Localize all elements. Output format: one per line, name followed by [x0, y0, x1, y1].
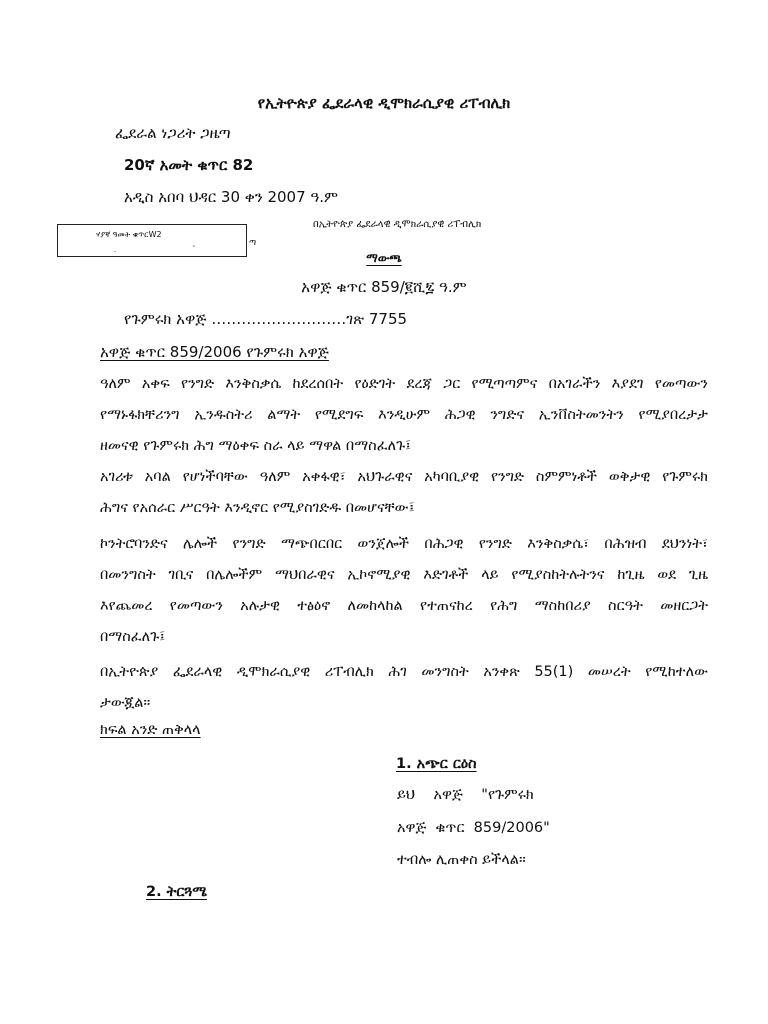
para3-line2: በመንግስት ገቢና በሌሎችም ማህበራዊና ኢኮኖሚያዊ እድገቶች ላይ የሚያስከትሉትንና ከጊዜ ወደ ጊዜ: [100, 567, 708, 583]
para1-line1: ዓለም አቀፍ የንግድ እንቅስቃሴ ከደረሰበት የዕድገት ደረጃ ጋር የሚጣጣምና በአገራችን እያደገ የመጣውን: [100, 376, 708, 392]
year-number: 20ኛ አመት ቁጥር 82: [124, 156, 254, 174]
article1-line2: አዋጅ ቁጥር 859/2006": [397, 820, 550, 836]
para3-line4: በማስፈለጉ፤: [100, 629, 166, 645]
para2-line2: ሕግና የአሰራር ሥርዓት እንዲኖር የሚያስገድዱ በመሆናቸው፤: [100, 500, 415, 516]
contents-heading: ማውጫ: [366, 251, 402, 265]
article1-line1: ይህ አዋጅ "የጉምሩክ: [397, 787, 534, 803]
part-one-heading: ክፍል አንድ ጠቅላላ: [100, 722, 201, 738]
proclamation-heading: አዋጅ ቁጥር 859/2006 የጉምሩክ አዋጅ: [100, 343, 329, 361]
toc-entry-text: የጉምሩክ አዋጅ ………………………ገጽ 7755: [124, 310, 408, 328]
para3-line3: እየጨመረ የመጣውን አሉታዊ ተፅዕኖ ለመከላከል የተጠናከረ የሕግ ማስከበሪያ ስርዓት መዘርጋት: [100, 598, 708, 614]
para4-line2: ታውጇል።: [100, 695, 151, 711]
document-title: የኢትዮጵያ ፌደራላዊ ዲሞክራሲያዊ ሪፐብሊክ: [257, 94, 511, 112]
para1-line3: ዘመናዊ የጉምሩክ ሕግ ማዕቀፍ ስራ ላይ ማዋል በማስፈለጉ፤: [100, 438, 412, 454]
para2-line1: አገሪቱ አባል የሆነችባቸው ዓለም አቀፋዊ፣ አህጉራዊና አካባቢያዊ የንግድ ስምምነቶች ወቅታዊ የጉምሩክ: [100, 469, 708, 485]
stamp-box-text: ሃያኛ ዓመት ቁጥርW2: [96, 230, 162, 239]
stamp-small-title: በኢትዮጵያ ፌደራላዊ ዲሞክራሲያዊ ሪፐብሊክ: [313, 219, 482, 230]
stamp-tilde-mark: ˘: [192, 245, 196, 253]
toc-entry: [124, 310, 407, 328]
stamp-side-mark: ጣ: [249, 238, 257, 248]
article1-heading: 1. አጭር ርዕስ: [396, 756, 477, 772]
para4-line1: በኢትዮጵያ ፌደራላዊ ዲሞክራሲያዊ ሪፐብሊክ ሕገ መንግስት አንቀጽ 55(1) መሠረት የሚከተለው: [100, 664, 708, 680]
article2-heading: 2. ትርጓሜ: [146, 884, 207, 900]
gazette-name: ፌደራል ነጋሪት ጋዜጣ: [115, 124, 231, 142]
proclamation-number: አዋጅ ቁጥር 859/፪ሺ፯ ዓ.ም: [301, 278, 467, 296]
para1-line2: የማኑፋክቸሪንግ ኢንዱስትሪ ልማት የሚደግፍ እንዲሁም ሕጋዊ ንግድና ኢንቨስትመንትን የሚያበረታታ: [100, 407, 708, 423]
article1-line3: ተብሎ ሊጠቀስ ይችላል።: [397, 852, 526, 868]
para3-line1: ኮንትሮባንድና ሌሎች የንግድ ማጭበርበር ወንጀሎች በሕጋዊ የንግድ እንቅስቃሴ፣ በሕዝብ ደህንነት፣: [100, 536, 708, 552]
date-line: አዲስ አበባ ህዳር 30 ቀን 2007 ዓ.ም: [124, 188, 339, 206]
stamp-dot-mark: .: [114, 246, 117, 254]
